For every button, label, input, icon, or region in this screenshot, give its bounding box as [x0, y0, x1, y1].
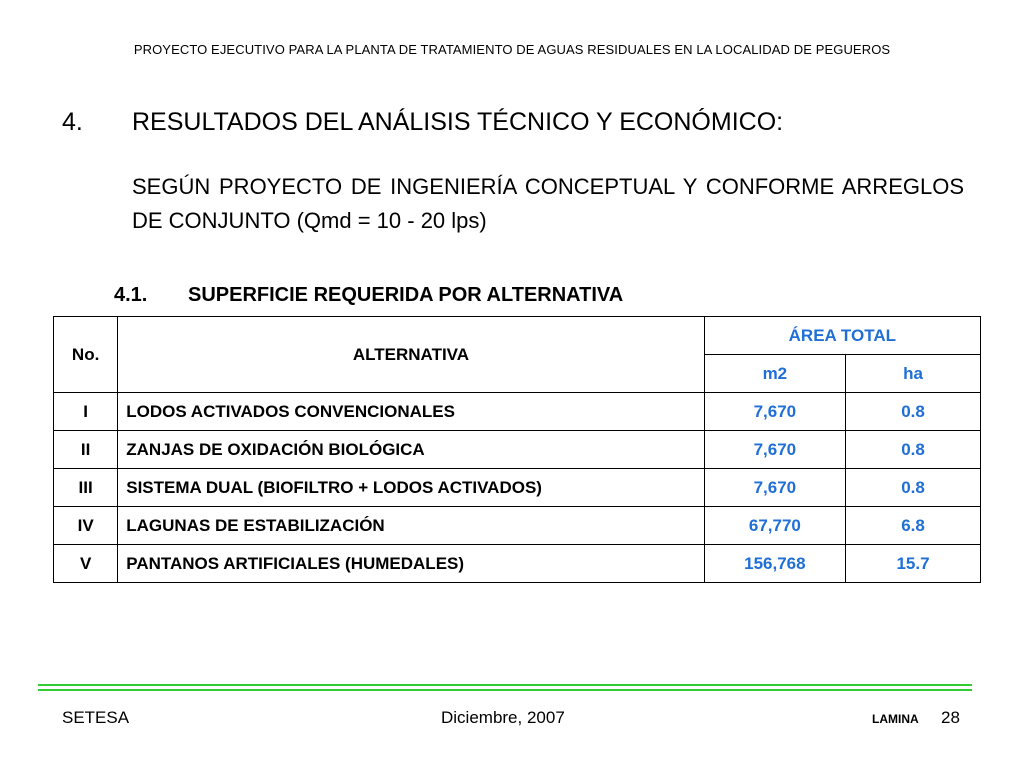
section-number: 4. [62, 108, 83, 136]
table-row [54, 393, 981, 431]
subsection-title: SUPERFICIE REQUERIDA POR ALTERNATIVA [188, 284, 624, 306]
row-m2: 7,670 [704, 469, 845, 507]
footer-company: SETESA [62, 708, 130, 727]
table-header-row [54, 317, 981, 355]
row-m2: 156,768 [704, 545, 845, 583]
table-row [54, 469, 981, 507]
row-alternative: ZANJAS DE OXIDACIÓN BIOLÓGICA [118, 431, 704, 469]
section-title: RESULTADOS DEL ANÁLISIS TÉCNICO Y ECONÓMICO: [132, 108, 784, 136]
row-ha: 0.8 [846, 393, 981, 431]
row-ha: 6.8 [846, 507, 981, 545]
row-alternative: PANTANOS ARTIFICIALES (HUMEDALES) [118, 545, 704, 583]
row-no: V [54, 545, 118, 583]
footer-lamina-label: LAMINA [872, 712, 919, 726]
row-alternative: SISTEMA DUAL (BIOFILTRO + LODOS ACTIVADOS) [118, 469, 704, 507]
header-ha: ha [846, 355, 981, 393]
footer-page-number: 28 [941, 708, 960, 727]
footer-date: Diciembre, 2007 [441, 708, 565, 727]
row-no: II [54, 431, 118, 469]
header-no: No. [54, 317, 118, 393]
row-m2: 7,670 [704, 431, 845, 469]
footer-divider-bottom [38, 689, 972, 691]
row-ha: 0.8 [846, 469, 981, 507]
row-ha: 15.7 [846, 545, 981, 583]
row-m2: 67,770 [704, 507, 845, 545]
footer-divider-top [38, 684, 972, 686]
table-row [54, 507, 981, 545]
row-no: IV [54, 507, 118, 545]
row-m2: 7,670 [704, 393, 845, 431]
row-alternative: LAGUNAS DE ESTABILIZACIÓN [118, 507, 704, 545]
subsection-number: 4.1. [114, 284, 148, 306]
header-total-area: ÁREA TOTAL [704, 317, 980, 355]
header-alternative: ALTERNATIVA [118, 317, 704, 393]
row-ha: 0.8 [846, 431, 981, 469]
document-header: PROYECTO EJECUTIVO PARA LA PLANTA DE TRATAMIENTO DE AGUAS RESIDUALES EN LA LOCALIDAD DE PEGUEROS [133, 42, 891, 57]
intro-paragraph: SEGÚN PROYECTO DE INGENIERÍA CONCEPTUAL Y CONFORME ARREGLOS DE CONJUNTO (Qmd = 10 - 20 lps) [132, 174, 964, 233]
table-row [54, 431, 981, 469]
header-m2: m2 [704, 355, 845, 393]
row-alternative: LODOS ACTIVADOS CONVENCIONALES [118, 393, 704, 431]
area-table [53, 316, 981, 583]
table-row [54, 545, 981, 583]
row-no: III [54, 469, 118, 507]
row-no: I [54, 393, 118, 431]
